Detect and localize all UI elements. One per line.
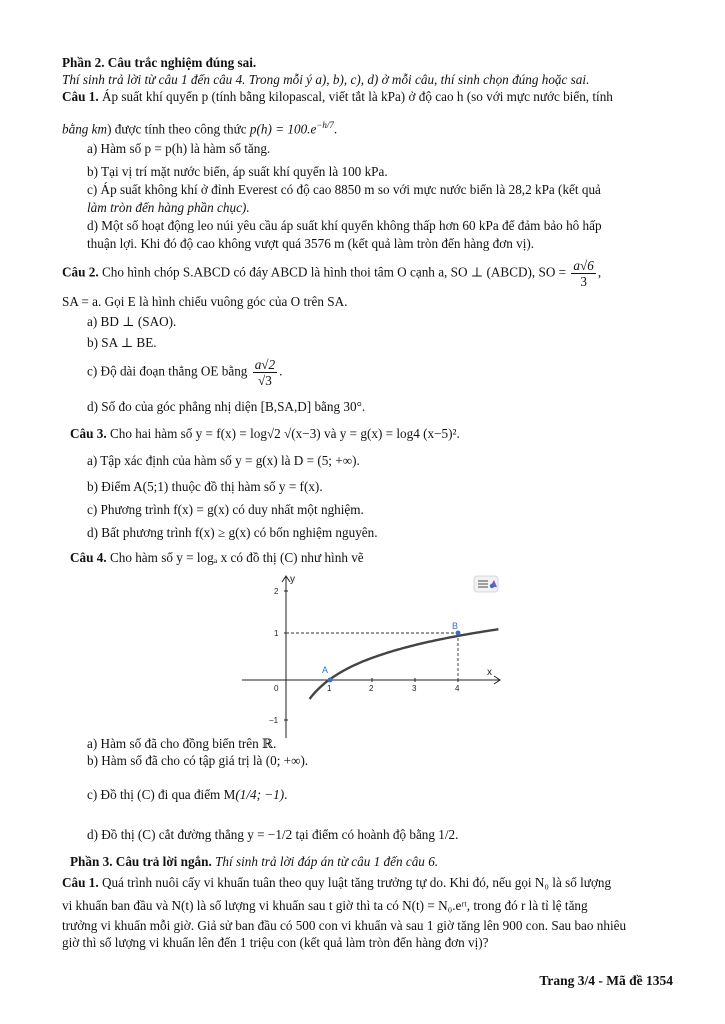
q2-option-c: c) Độ dài đoạn thẳng OE bằng $\frac{a√2}{√3}$ .	[87, 357, 283, 388]
y-tick-label-1: 1	[274, 629, 279, 638]
x-tick-label-3: 3	[412, 684, 417, 693]
q2-so-numerator: a√6	[573, 258, 594, 273]
q1-stem-line2: bằng km) được tính theo công thức $p(h) = 100.e^{-h/7}$.	[62, 120, 338, 137]
q2-oe-numerator: a√2	[254, 357, 276, 372]
q1-stem2a: bằng km	[62, 121, 108, 137]
log-function-graph	[236, 572, 506, 740]
point-b-label: B	[452, 621, 459, 631]
part2-title: Phần 2. Câu trắc nghiệm đúng sai.	[62, 55, 257, 70]
q2-so-denominator: 3	[580, 274, 587, 289]
q4-option-a: a) Hàm số đã cho đồng biến trên ℝ.	[87, 736, 277, 751]
x-tick-label-1: 1	[327, 684, 332, 693]
x-tick-label-4: 4	[455, 684, 460, 693]
point-a-label: A	[322, 665, 329, 675]
q4-option-d: d) Đồ thị (C) cắt đường thẳng y = −1/2 tại điểm có hoành độ bằng 1/2.	[87, 827, 459, 842]
q1-stem1: Áp suất khí quyển p (tính bằng kilopascal, viết tắt là kPa) ở độ cao h (so với mực nước biển, tính	[101, 89, 613, 104]
q2-oe-denominator: √3	[258, 373, 272, 388]
q1-stem-line1	[62, 88, 683, 105]
part3-q1-line4: giờ thì số lượng vi khuẩn lên đến 1 triệu con (kết quả làm tròn đến hàng đơn vị)?	[62, 935, 489, 950]
x-tick-label-2: 2	[369, 684, 374, 693]
q1-option-d1: d) Một số hoạt động leo núi yêu cầu áp suất khí quyển không thấp hơn 60 kPa để đảm bảo hô hấp	[87, 218, 602, 233]
q2-so-fraction	[571, 258, 595, 289]
q2-option-d: d) Số đo của góc phẳng nhị diện [B,SA,D] bằng 30°.	[87, 399, 366, 414]
part3-title: Phần 3. Câu trả lời ngắn.	[70, 854, 212, 869]
q2-label: Câu 2.	[62, 264, 99, 280]
q1-option-b: b) Tại vị trí mặt nước biển, áp suất khí quyển là 100 kPa.	[87, 164, 388, 179]
part3-q1-line3: trưởng vi khuẩn mỗi giờ. Giả sử ban đầu có 500 con vi khuẩn và sau 1 giờ tăng lên 900 con. Sau bao nhiêu	[62, 918, 627, 933]
page-footer: Trang 3/4 - Mã đề 1354	[539, 973, 673, 988]
log-curve	[310, 629, 499, 699]
q2-oe-fraction	[253, 357, 277, 388]
q1-option-c2: làm tròn đến hàng phần chục).	[87, 200, 250, 215]
part3-q1-line2: vi khuẩn ban đầu và N(t) là số lượng vi khuẩn sau t giờ thì ta có N(t) = N₀.eʳᵗ, trong đó r là tỉ lệ tăng	[62, 898, 588, 913]
q2-stem1: Cho hình chóp S.ABCD có đáy ABCD là hình thoi tâm O cạnh a, SO ⊥ (ABCD), SO =	[101, 264, 567, 280]
q4-label: Câu 4.	[70, 550, 107, 565]
q4-stem-text: Cho hàm số y = logₐ x có đồ thị (C) như hình vẽ	[109, 550, 364, 565]
q3-stem-text: Cho hai hàm số y = f(x) = log√2 √(x−3) và y = g(x) = log4 (x−5)².	[109, 426, 460, 441]
graph-menu-icon[interactable]	[474, 576, 498, 592]
q1-formula: p(h) = 100.e	[249, 121, 317, 137]
q3-option-d: d) Bất phương trình f(x) ≥ g(x) có bốn nghiệm nguyên.	[87, 525, 378, 540]
q2-option-b: b) SA ⊥ BE.	[87, 335, 157, 350]
q4-option-b: b) Hàm số đã cho có tập giá trị là (0; +∞).	[87, 753, 309, 768]
q3-option-b: b) Điểm A(5;1) thuộc đồ thị hàm số y = f(x).	[87, 479, 323, 494]
point-a	[328, 678, 333, 683]
q1-option-d2: thuận lợi. Khi đó độ cao không vượt quá 3576 m (kết quả làm tròn đến hàng đơn vị).	[87, 236, 535, 251]
q1-option-c1: c) Áp suất không khí ở đỉnh Everest có độ cao 8850 m so với mực nước biển là 28,2 kPa (kết quả	[87, 182, 601, 197]
q4-stem	[70, 549, 683, 566]
q4-option-c-point: (1/4; −1)	[235, 787, 285, 802]
q2-option-c-text: c) Độ dài đoạn thẳng OE bằng	[87, 363, 248, 379]
q2-stem-line2: SA = a. Gọi E là hình chiếu vuông góc của O trên SA.	[62, 294, 348, 309]
part3-header	[70, 853, 683, 870]
q3-label: Câu 3.	[70, 426, 107, 441]
part3-instruction: Thí sinh trả lời đáp án từ câu 1 đến câu 6.	[215, 854, 439, 869]
x-tick-label-0: 0	[274, 684, 279, 693]
part3-q1-label: Câu 1.	[62, 875, 99, 890]
q1-stem2b: ) được tính theo công thức	[107, 121, 247, 137]
q2-stem-line1: Câu 2. Cho hình chóp S.ABCD có đáy ABCD là hình thoi tâm O cạnh a, SO ⊥ (ABCD), SO = $\frac{a√6}{3}$ ,	[62, 258, 602, 289]
y-tick-label-2: 2	[274, 587, 279, 596]
q2-option-a: a) BD ⊥ (SAO).	[87, 314, 177, 329]
x-axis-label: x	[487, 667, 492, 678]
q4-option-c: c) Đồ thị (C) đi qua điểm M(1/4; −1).	[87, 787, 288, 802]
point-b	[456, 631, 461, 636]
y-tick-label-minus1: −1	[269, 716, 279, 725]
part3-q1-text1: Quá trình nuôi cấy vi khuẩn tuân theo quy luật tăng trưởng tự do. Khi đó, nếu gọi N₀ là số lượng	[101, 875, 612, 890]
q4-option-c-text: c) Đồ thị (C) đi qua điểm M	[87, 787, 236, 802]
q3-option-c: c) Phương trình f(x) = g(x) có duy nhất một nghiệm.	[87, 502, 364, 517]
y-axis-label: y	[290, 574, 295, 585]
q1-formula-exponent: −h/7	[316, 120, 334, 130]
part2-instruction: Thí sinh trả lời từ câu 1 đến câu 4. Trong mỗi ý a), b), c), d) ở mỗi câu, thí sinh chọn đúng hoặc sai.	[62, 72, 590, 87]
q3-stem	[70, 425, 683, 442]
part3-q1-line1	[62, 874, 683, 891]
q1-option-a: a) Hàm số p = p(h) là hàm số tăng.	[87, 141, 271, 156]
q3-option-a: a) Tập xác định của hàm số y = g(x) là D = (5; +∞).	[87, 453, 360, 468]
q1-label: Câu 1.	[62, 89, 99, 104]
